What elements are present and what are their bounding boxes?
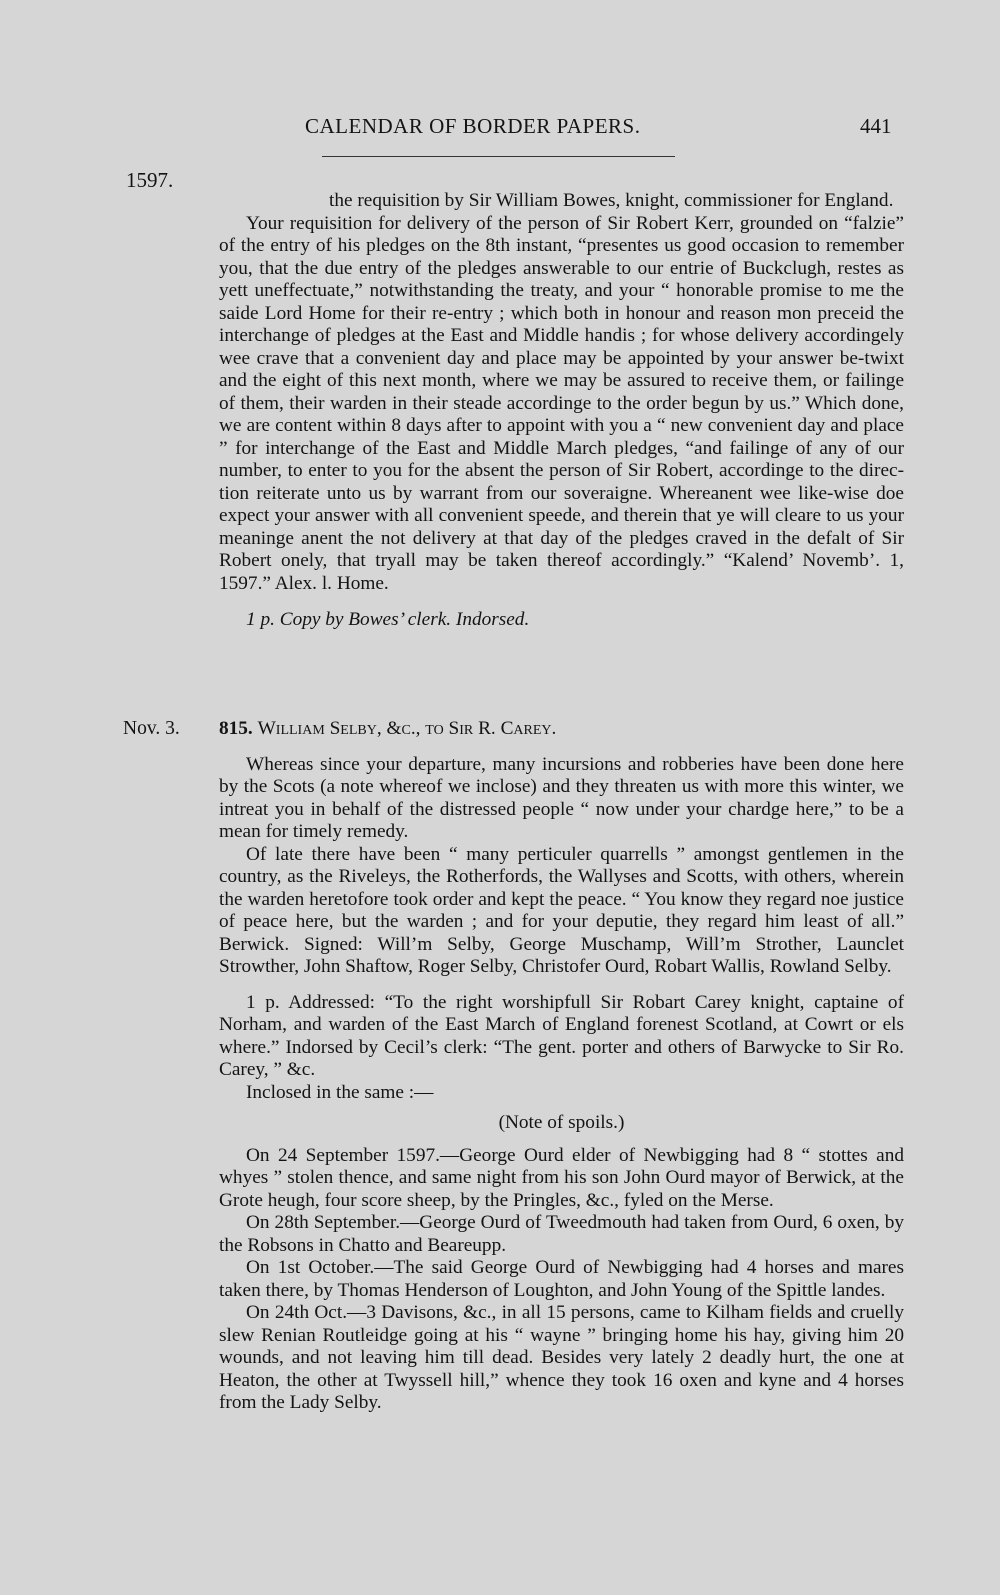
- entry-paragraph-2: Of late there have been “ many perticuler quarrells ” amongst gentlemen in the country, as the Riveleys, the Rotherfords, the Wallyses and Scotts, with others, wherein the warden heretofore took order and kept the peace. “ You know they regard noe justice of peace here, but the warden ; and for your deputie, they regard him least of all.” Berwick. Signed: Will’m Selby, George Muschamp, Will’m Strother, Launclet Strowther, John Shaftow, Roger Selby, Christofer Ourd, Robart Wallis, Rowland Selby.: [219, 843, 904, 977]
- spoils-item-2: On 28th September.—George Ourd of Tweedmouth had taken from Ourd, 6 oxen, by the Robsons in Chatto and Beareupp.: [219, 1212, 904, 1256]
- letter-body: Your requisition for delivery of the person of Sir Robert Kerr, grounded on “falzie” of the entry of his pledges on the 8th instant, “presentes us good occasion to remember you, that the due entry of the pledges answerable to our entrie of Buckclugh, restes as yett uneffectuate,” notwithstanding the treaty, and your “ honorable promise to me the saide Lord Home for their re-entry ; which both in honour and reason mon preceid the interchange of pledges at the East and Middle handis ; for whose delivery accordingely wee crave that a convenient day and place may be appointed by your answer be-twixt and the eight of this next month, where we may be assured to receive them, or failinge of them, their warden in their steade accordinge to the order begun by us.” Which done, we are content within 8 days after to appoint with you a “ new convenient day and place ” for interchange of the East and Middle March pledges, “and failinge of any of our number, to enter to you for the absent the person of Sir Robert, accordinge to the direc-tion reiterate unto us by warrant from our soveraigne. Whereanent wee like-wise doe expect your answer with all convenient speede, and therein that ye will cleare to us your meaninge anent the not delivery at that day of the pledges craved in the defalt of Sir Robert onely, that tryall may be taken thereof accordingly.” “Kalend’ Novemb’. 1, 1597.” Alex. l. Home.: [219, 212, 904, 594]
- margin-year: 1597.: [126, 168, 174, 192]
- entry-heading: William Selby, &c., to Sir R. Carey.: [257, 718, 557, 739]
- entry-address-note: 1 p. Addressed: “To the right worshipfull Sir Robart Carey knight, captaine of Norham, and warden of the East March of England forenest Scotland, at Cowrt or els where.” Indorsed by Cecil’s clerk: “The gent. porter and others of Barwycke to Sir Ro. Carey, ” &c.: [219, 991, 904, 1080]
- entry-815: [219, 718, 904, 1415]
- margin-date: Nov. 3.: [123, 718, 180, 739]
- page-number: 441: [860, 114, 892, 138]
- entry-number: 815.: [219, 718, 253, 739]
- spoils-item-1: On 24 September 1597.—George Ourd elder of Newbigging had 8 “ stottes and whyes ” stolen thence, and same night from his son John Ourd mayor of Berwick, at the Grote heugh, four score sheep, by the Pringles, &c., fyled on the Merse.: [219, 1144, 904, 1211]
- letter-note: 1 p. Copy by Bowes’ clerk. Indorsed.: [246, 609, 530, 630]
- entry-paragraph-1: Whereas since your departure, many incursions and robberies have been done here by the Scots (a note whereof we inclose) and they threaten us with more this winter, we intreat you in behalf of the distressed people “ now under your chardge here,” to be a mean for timely remedy.: [219, 753, 904, 842]
- header-rule: [322, 156, 675, 157]
- spoils-item-3: On 1st October.—The said George Ourd of Newbigging had 4 horses and mares taken there, by Thomas Henderson of Loughton, and John Young of the Spittle landes.: [219, 1257, 904, 1301]
- spoils-item-4: On 24th Oct.—3 Davisons, &c., in all 15 persons, came to Kilham fields and cruelly slew Renian Routleidge going at his “ wayne ” bringing home his hay, giving him 20 wounds, and not leaving him till dead. Besides very lately 2 deadly hurt, the one at Heaton, the other at Twyssell hill,” whence they took 16 oxen and kyne and 4 horses from the Lady Selby.: [219, 1302, 904, 1413]
- spoils-title: (Note of spoils.): [498, 1112, 625, 1133]
- letter-heading-continuation: the requisition by Sir William Bowes, knight, commissioner for England.: [329, 190, 894, 211]
- entry-heading-line: [219, 718, 904, 741]
- continued-letter: [219, 190, 904, 632]
- enclosure-line: Inclosed in the same :—: [246, 1081, 434, 1103]
- running-header-title: CALENDAR OF BORDER PAPERS.: [305, 114, 641, 138]
